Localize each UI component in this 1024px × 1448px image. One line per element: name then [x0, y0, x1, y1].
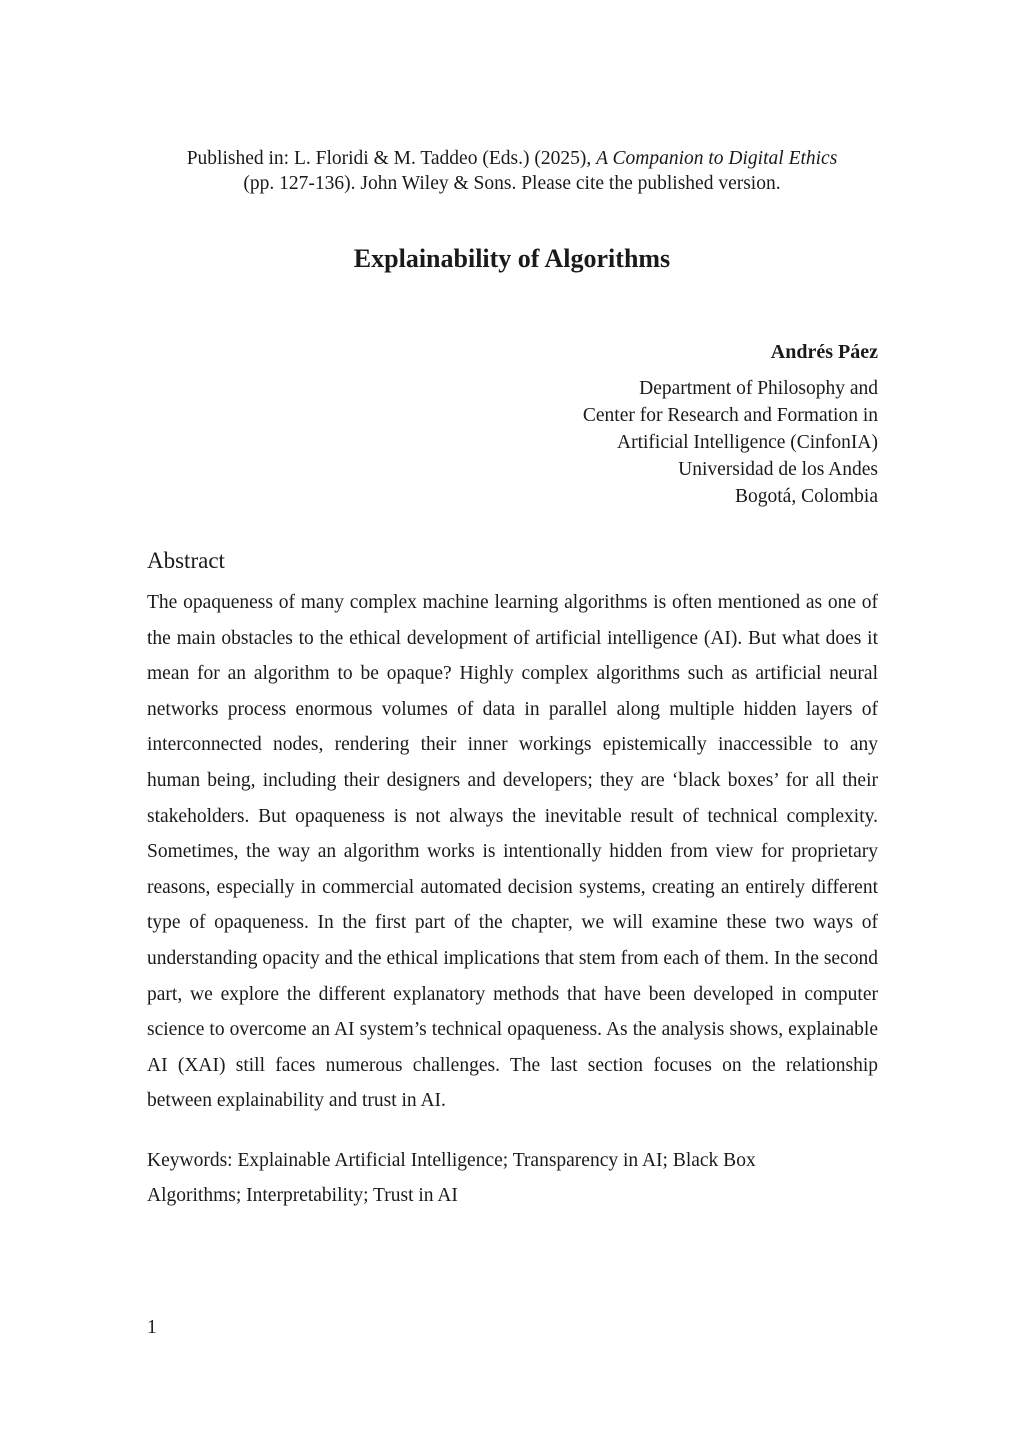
book-title: A Companion to Digital Ethics [596, 148, 838, 169]
author-name: Andrés Páez [770, 341, 878, 363]
abstract-heading: Abstract [147, 548, 225, 573]
publication-note [147, 146, 877, 196]
abstract-text: The opaqueness of many complex machine learning algorithms is often mentioned as one of the main obstacles to the ethical development of artificial intelligence (AI). But what does it mean for an algorithm to be opaque? Highly complex algorithms such as artificial neural networks process enormous volumes of data in parallel along multiple hidden layers of interconnected nodes, rendering their inner workings epistemically inaccessible to any human being, including their designers and developers; they are ‘black boxes’ for all their stakeholders. But opaqueness is not always the inevitable result of technical complexity. Sometimes, the way an algorithm works is intentionally hidden from view for proprietary reasons, especially in commercial automated decision systems, creating an entirely different type of opaqueness. In the first part of the chapter, we will examine these two ways of understanding opacity and the ethical implications that stem from each of them. In the second part, we explore the different explanatory methods that have been developed in computer science to overcome an AI system’s technical opaqueness. As the analysis shows, explainable AI (XAI) still faces numerous challenges. The last section focuses on the relationship between explainability and trust in AI. [147, 592, 878, 1112]
paper-title: Explainability of Algorithms [353, 244, 671, 273]
page-number: 1 [147, 1317, 157, 1338]
author-block [583, 339, 878, 510]
affiliation-line: Department of Philosophy and [639, 378, 878, 399]
publication-note-suffix: (pp. 127-136). John Wiley & Sons. Please cite the published version. [243, 173, 781, 194]
affiliation-line: Universidad de los Andes [678, 459, 878, 480]
publication-note-prefix: Published in: L. Floridi & M. Taddeo (Eds.) (2025), [186, 148, 592, 169]
affiliation-line: Artificial Intelligence (CinfonIA) [617, 432, 878, 453]
affiliation-line: Bogotá, Colombia [735, 486, 878, 507]
affiliation-line: Center for Research and Formation in [582, 405, 878, 426]
keywords: Keywords: Explainable Artificial Intelligence; Transparency in AI; Black Box Algorithms; Interpretability; Trust in AI [147, 1150, 756, 1206]
